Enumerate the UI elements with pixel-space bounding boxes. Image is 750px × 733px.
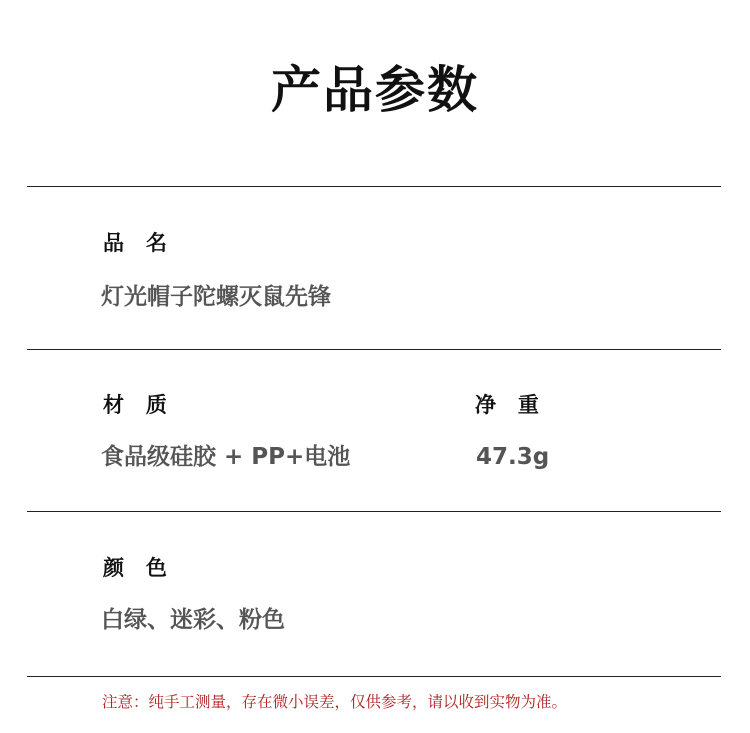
- color-value: 白绿、迷彩、粉色: [101, 607, 285, 633]
- name-label: 品 名: [103, 231, 167, 255]
- weight-value: 47.3g: [476, 444, 550, 470]
- divider: [27, 186, 721, 187]
- material-value: 食品级硅胶 + PP+电池: [101, 444, 351, 470]
- page-title: 产品参数: [271, 61, 479, 119]
- material-label: 材 质: [103, 393, 167, 417]
- weight-label: 净 重: [475, 393, 539, 417]
- name-value: 灯光帽子陀螺灭鼠先锋: [101, 284, 331, 310]
- divider: [27, 511, 721, 512]
- disclaimer-note: 注意：纯手工测量，存在微小误差，仅供参考，请以收到实物为准。: [102, 693, 568, 711]
- divider: [27, 676, 721, 677]
- color-label: 颜 色: [103, 556, 167, 580]
- divider: [27, 349, 721, 350]
